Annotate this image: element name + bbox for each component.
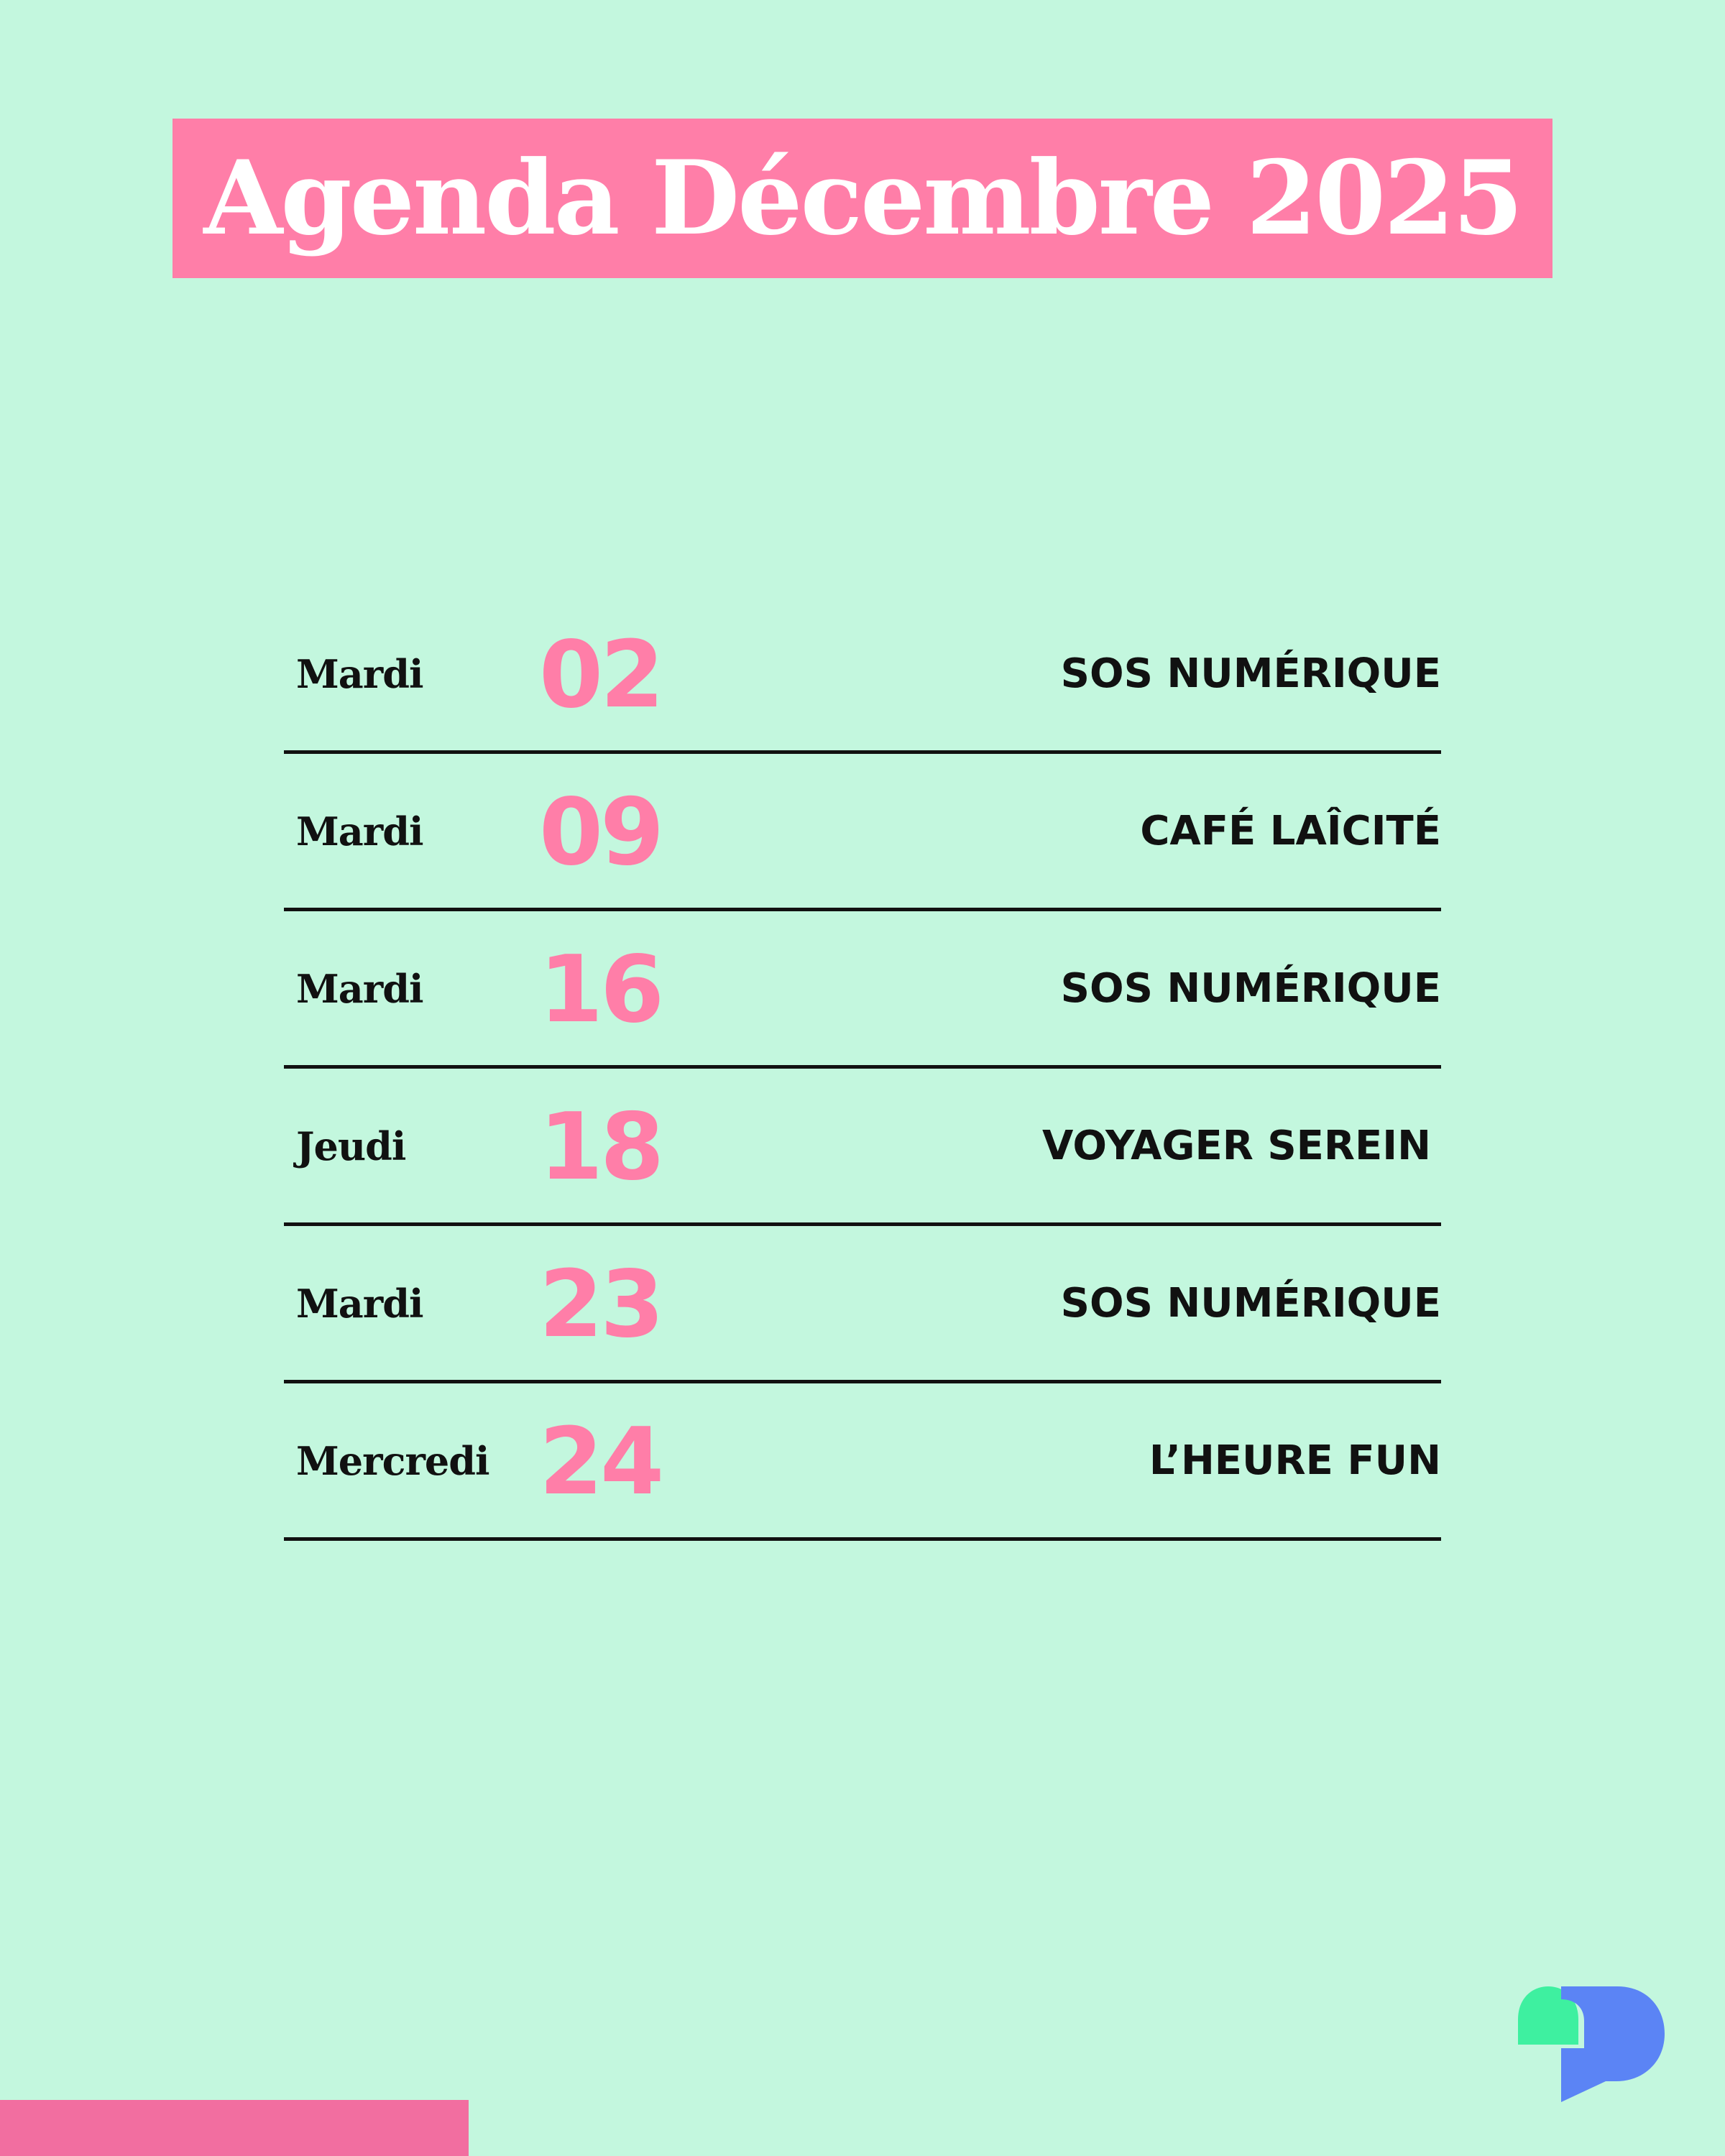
page-title: Agenda Décembre 2025: [203, 139, 1522, 258]
weekday-label: Mardi: [296, 808, 423, 854]
agenda-row: [284, 754, 1441, 911]
weekday-label: Mardi: [296, 651, 423, 697]
weekday-label: Jeudi: [296, 1123, 406, 1169]
bottom-accent-bar: [0, 2100, 469, 2156]
day-number: 18: [539, 1094, 662, 1201]
event-name: VOYAGER SEREIN: [1042, 1123, 1431, 1169]
event-name: CAFÉ LAÎCITÉ: [1140, 808, 1441, 854]
agenda-row: [284, 596, 1441, 754]
day-number: 09: [539, 779, 662, 886]
weekday-label: Mardi: [296, 966, 423, 1012]
agenda-row: [284, 1226, 1441, 1383]
weekday-label: Mercredi: [296, 1438, 489, 1484]
agenda-row: [284, 1383, 1441, 1541]
day-number: 16: [539, 936, 662, 1044]
weekday-label: Mardi: [296, 1281, 423, 1327]
day-number: 02: [539, 622, 662, 729]
event-name: SOS NUMÉRIQUE: [1060, 650, 1441, 697]
day-number: 23: [539, 1251, 662, 1358]
agenda-row: [284, 1069, 1441, 1226]
day-number: 24: [539, 1409, 662, 1516]
title-banner: [172, 119, 1552, 278]
event-name: SOS NUMÉRIQUE: [1060, 1280, 1441, 1327]
agenda-row: [284, 911, 1441, 1069]
row-divider: [284, 1537, 1441, 1541]
agenda-list: [284, 596, 1441, 1541]
event-name: SOS NUMÉRIQUE: [1060, 965, 1441, 1012]
event-name: L’HEURE FUN: [1149, 1437, 1441, 1484]
speech-bubble-p-logo-icon: [1517, 1976, 1668, 2102]
